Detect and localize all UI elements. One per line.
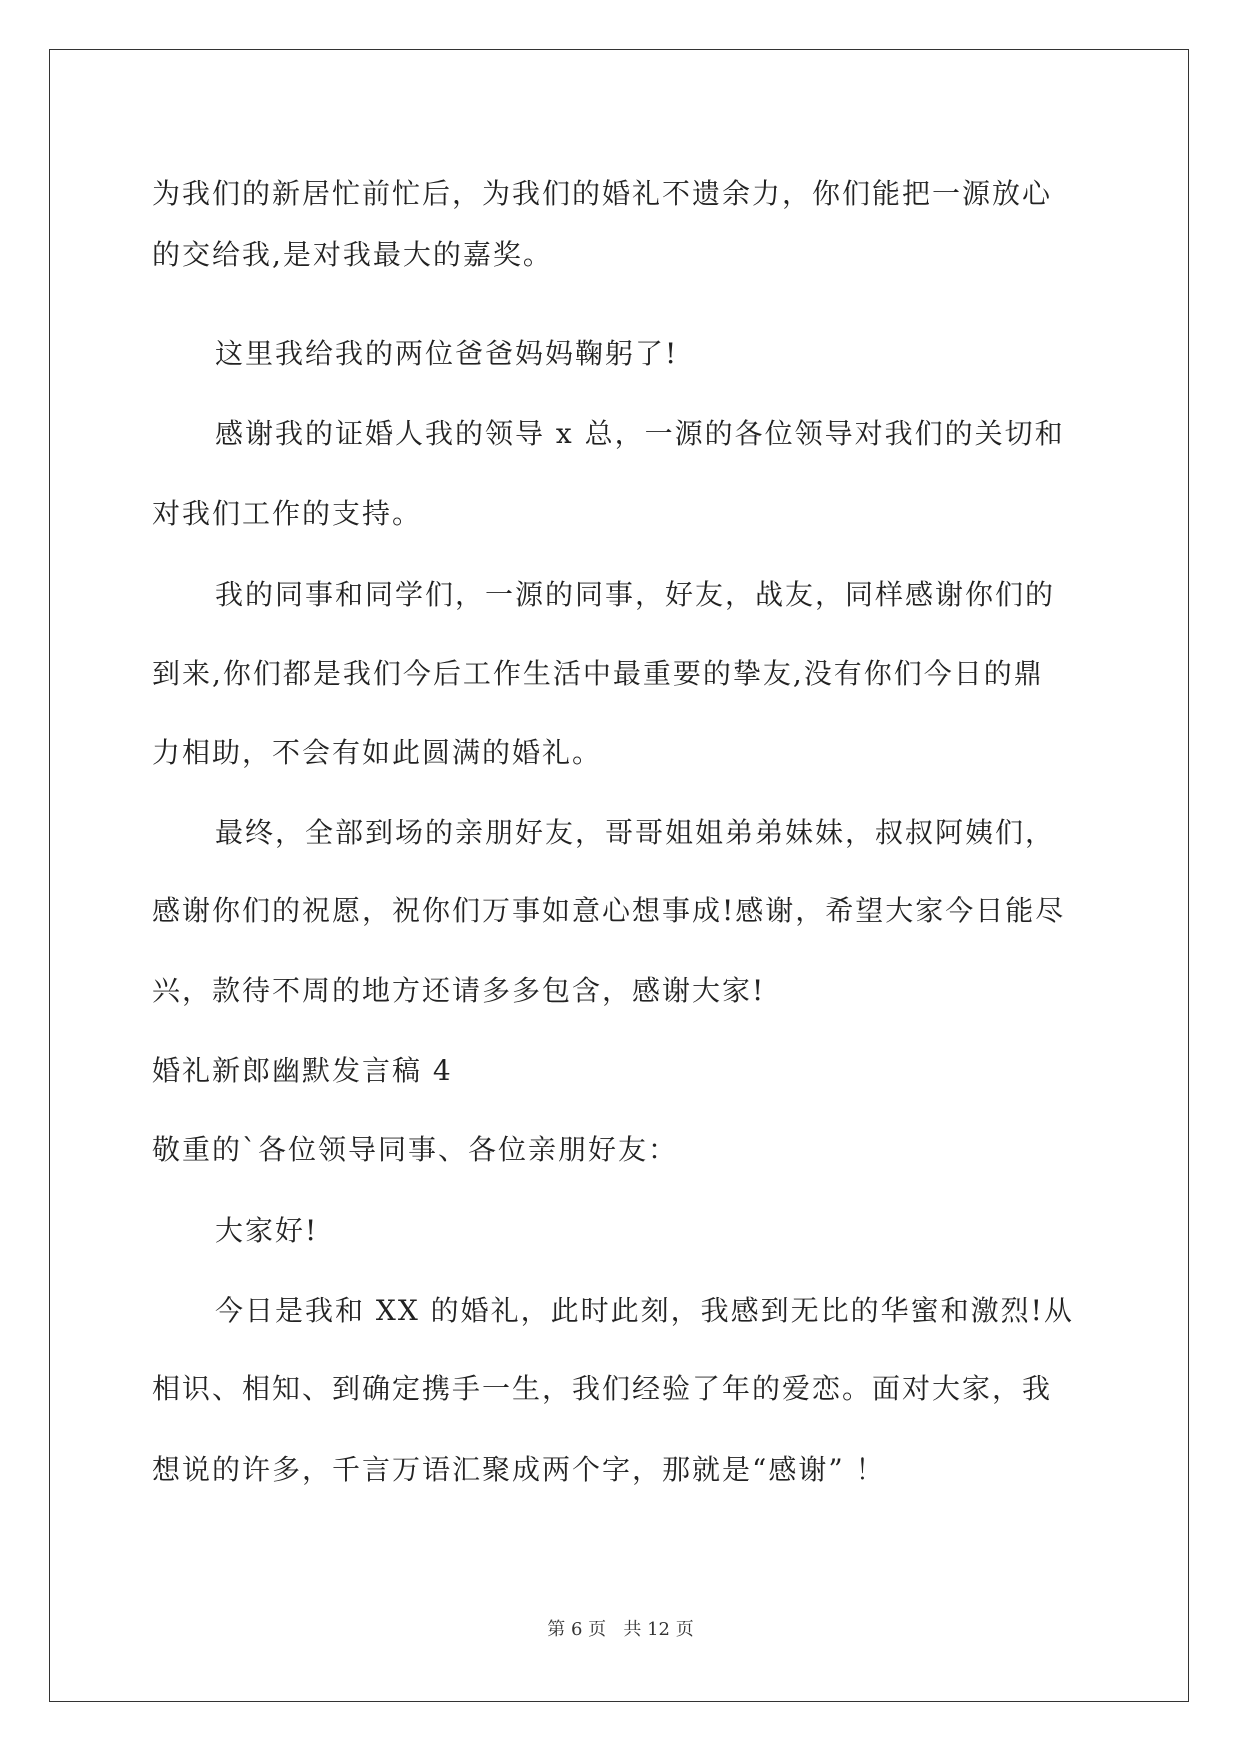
salutation: 敬重的`各位领导同事、各位亲朋好友： (152, 1133, 679, 1166)
paragraph-line: 兴，款待不周的地方还请多多包含，感谢大家! (152, 974, 766, 1007)
paragraph-line: 感谢你们的祝愿，祝你们万事如意心想事成!感谢，希望大家今日能尽 (152, 894, 1066, 927)
page-number-footer: 第 6 页 共 12 页 (547, 1619, 694, 1640)
paragraph-line: 力相助，不会有如此圆满的婚礼。 (152, 736, 603, 769)
paragraph-line: 今日是我和 XX 的婚礼，此时此刻，我感到无比的华蜜和激烈!从 (215, 1294, 1074, 1327)
paragraph-line: 这里我给我的两位爸爸妈妈鞠躬了! (215, 337, 679, 370)
paragraph-line: 对我们工作的支持。 (152, 497, 423, 530)
paragraph-line: 到来,你们都是我们今后工作生活中最重要的挚友,没有你们今日的鼎 (152, 657, 1044, 690)
paragraph-line: 感谢我的证婚人我的领导 x 总，一源的各位领导对我们的关切和 (215, 417, 1065, 450)
paragraph-line: 想说的许多，千言万语汇聚成两个字，那就是“感谢” ！ (152, 1453, 886, 1486)
paragraph-line: 最终，全部到场的亲朋好友，哥哥姐姐弟弟妹妹，叔叔阿姨们， (215, 816, 1056, 849)
paragraph-line: 为我们的新居忙前忙后，为我们的婚礼不遗余力，你们能把一源放心 (152, 177, 1053, 210)
section-heading: 婚礼新郎幽默发言稿 4 (152, 1054, 453, 1087)
greeting: 大家好! (215, 1214, 319, 1247)
paragraph-line: 我的同事和同学们，一源的同事，好友，战友，同样感谢你们的 (215, 578, 1056, 611)
paragraph-line: 的交给我,是对我最大的嘉奖。 (152, 238, 553, 271)
paragraph-line: 相识、相知、到确定携手一生，我们经验了年的爱恋。面对大家，我 (152, 1372, 1053, 1405)
